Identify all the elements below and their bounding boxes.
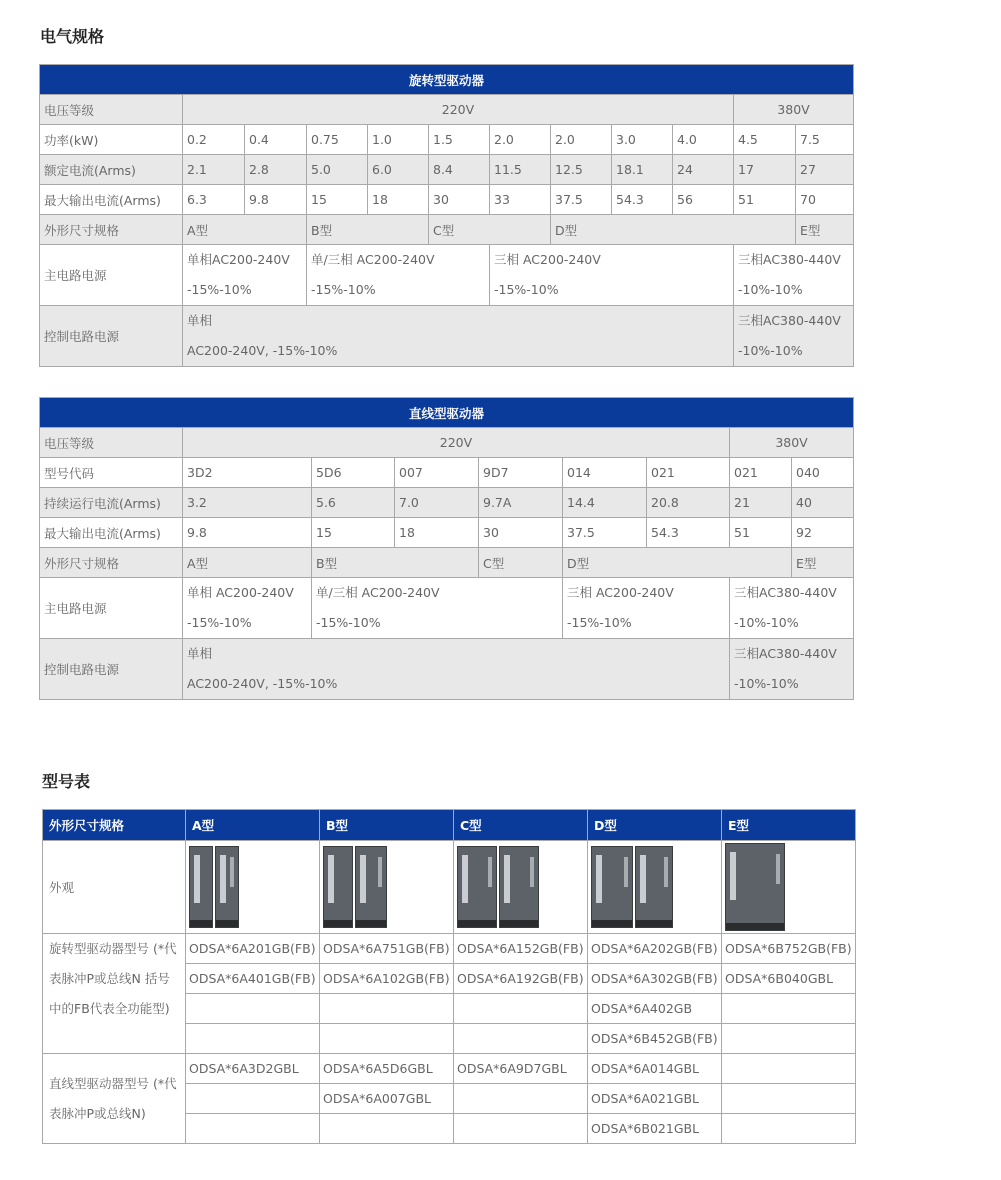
rated-cell: 27 xyxy=(796,155,854,185)
main-circuit-cell: 三相 AC200-240V -15%-10% xyxy=(490,245,734,306)
max-cell: 92 xyxy=(792,518,854,548)
header-c: C型 xyxy=(454,810,588,841)
model-cell: ODSA*6A021GBL xyxy=(588,1084,722,1114)
model-cell xyxy=(722,1024,856,1054)
max-cell: 33 xyxy=(490,185,551,215)
main-circuit-cell: 三相 AC200-240V -15%-10% xyxy=(563,578,730,639)
power-cell: 7.5 xyxy=(796,125,854,155)
size-cell: E型 xyxy=(792,548,854,578)
model-cell: ODSA*6A202GB(FB) xyxy=(588,934,722,964)
max-cell: 6.3 xyxy=(183,185,245,215)
control-circuit-cell: 三相AC380-440V -10%-10% xyxy=(730,639,854,700)
max-cell: 30 xyxy=(429,185,490,215)
model-cell: ODSA*6B040GBL xyxy=(722,964,856,994)
main-circuit-cell: 单/三相 AC200-240V -15%-10% xyxy=(307,245,490,306)
max-cell: 37.5 xyxy=(563,518,647,548)
rated-cell: 11.5 xyxy=(490,155,551,185)
rated-cell: 5.0 xyxy=(307,155,368,185)
size-label: 外形尺寸规格 xyxy=(40,548,183,578)
rated-cell: 8.4 xyxy=(429,155,490,185)
linear-table-title: 直线型驱动器 xyxy=(40,398,854,428)
model-cell: ODSA*6A402GB xyxy=(588,994,722,1024)
size-cell: A型 xyxy=(183,215,307,245)
model-cell: ODSA*6A751GB(FB) xyxy=(320,934,454,964)
rotary-table-title: 旋转型驱动器 xyxy=(40,65,854,95)
power-cell: 1.0 xyxy=(368,125,429,155)
model-cell: ODSA*6A9D7GBL xyxy=(454,1054,588,1084)
max-current-label: 最大输出电流(Arms) xyxy=(40,185,183,215)
header-d: D型 xyxy=(588,810,722,841)
max-cell: 18 xyxy=(395,518,479,548)
max-cell: 9.8 xyxy=(245,185,307,215)
model-cell: ODSA*6A201GB(FB) xyxy=(186,934,320,964)
drive-image-e xyxy=(722,841,856,934)
header-b: B型 xyxy=(320,810,454,841)
size-cell: E型 xyxy=(796,215,854,245)
rotary-spec-table xyxy=(39,64,854,367)
voltage-220v: 220V xyxy=(183,428,730,458)
rated-cell: 6.0 xyxy=(368,155,429,185)
cont-cell: 40 xyxy=(792,488,854,518)
size-cell: D型 xyxy=(563,548,792,578)
drive-image-b xyxy=(320,841,454,934)
main-circuit-label: 主电路电源 xyxy=(40,245,183,306)
model-cell: ODSA*6A401GB(FB) xyxy=(186,964,320,994)
linear-spec-table xyxy=(39,397,854,700)
header-a: A型 xyxy=(186,810,320,841)
cont-cell: 5.6 xyxy=(312,488,395,518)
size-cell: C型 xyxy=(429,215,551,245)
main-circuit-cell: 单相 AC200-240V -15%-10% xyxy=(183,578,312,639)
header-size: 外形尺寸规格 xyxy=(43,810,186,841)
code-cell: 007 xyxy=(395,458,479,488)
drive-image-c xyxy=(454,841,588,934)
model-cell xyxy=(320,1114,454,1144)
appearance-label: 外观 xyxy=(43,841,186,934)
voltage-label: 电压等级 xyxy=(40,95,183,125)
max-cell: 70 xyxy=(796,185,854,215)
control-circuit-label: 控制电路电源 xyxy=(40,639,183,700)
main-circuit-label: 主电路电源 xyxy=(40,578,183,639)
power-cell: 4.0 xyxy=(673,125,734,155)
size-cell: C型 xyxy=(479,548,563,578)
model-cell: ODSA*6A152GB(FB) xyxy=(454,934,588,964)
control-circuit-cell: 三相AC380-440V -10%-10% xyxy=(734,306,854,367)
model-cell xyxy=(454,994,588,1024)
code-cell: 3D2 xyxy=(183,458,312,488)
max-cell: 15 xyxy=(307,185,368,215)
model-cell: ODSA*6A102GB(FB) xyxy=(320,964,454,994)
model-cell xyxy=(454,1114,588,1144)
control-circuit-cell: 单相 AC200-240V, -15%-10% xyxy=(183,639,730,700)
model-cell xyxy=(320,1024,454,1054)
code-cell: 021 xyxy=(730,458,792,488)
size-cell: D型 xyxy=(551,215,796,245)
max-cell: 54.3 xyxy=(647,518,730,548)
model-cell: ODSA*6A3D2GBL xyxy=(186,1054,320,1084)
model-cell: ODSA*6A192GB(FB) xyxy=(454,964,588,994)
rated-current-label: 额定电流(Arms) xyxy=(40,155,183,185)
model-cell: ODSA*6A5D6GBL xyxy=(320,1054,454,1084)
power-cell: 4.5 xyxy=(734,125,796,155)
max-cell: 51 xyxy=(730,518,792,548)
model-cell: ODSA*6B452GB(FB) xyxy=(588,1024,722,1054)
model-cell: ODSA*6A007GBL xyxy=(320,1084,454,1114)
model-cell: ODSA*6A014GBL xyxy=(588,1054,722,1084)
drive-image-a xyxy=(186,841,320,934)
main-circuit-cell: 三相AC380-440V -10%-10% xyxy=(730,578,854,639)
code-cell: 021 xyxy=(647,458,730,488)
power-cell: 1.5 xyxy=(429,125,490,155)
section-title-models: 型号表 xyxy=(42,772,91,791)
max-cell: 9.8 xyxy=(183,518,312,548)
voltage-220v: 220V xyxy=(183,95,734,125)
model-cell xyxy=(722,1114,856,1144)
rated-cell: 12.5 xyxy=(551,155,612,185)
cont-cell: 3.2 xyxy=(183,488,312,518)
max-cell: 51 xyxy=(734,185,796,215)
control-circuit-cell: 单相 AC200-240V, -15%-10% xyxy=(183,306,734,367)
rotary-model-label: 旋转型驱动器型号 (*代表脉冲P或总线N 括号中的FB代表全功能型) xyxy=(43,934,186,1054)
voltage-380v: 380V xyxy=(734,95,854,125)
rated-cell: 2.8 xyxy=(245,155,307,185)
power-cell: 2.0 xyxy=(490,125,551,155)
power-cell: 0.4 xyxy=(245,125,307,155)
model-cell xyxy=(186,994,320,1024)
model-code-label: 型号代码 xyxy=(40,458,183,488)
model-table xyxy=(42,809,856,1144)
power-cell: 2.0 xyxy=(551,125,612,155)
main-circuit-cell: 三相AC380-440V -10%-10% xyxy=(734,245,854,306)
model-cell xyxy=(454,1084,588,1114)
max-cell: 56 xyxy=(673,185,734,215)
rated-cell: 2.1 xyxy=(183,155,245,185)
size-cell: B型 xyxy=(312,548,479,578)
cont-cell: 21 xyxy=(730,488,792,518)
power-cell: 0.75 xyxy=(307,125,368,155)
max-cell: 37.5 xyxy=(551,185,612,215)
max-cell: 30 xyxy=(479,518,563,548)
continuous-current-label: 持续运行电流(Arms) xyxy=(40,488,183,518)
size-label: 外形尺寸规格 xyxy=(40,215,183,245)
power-label: 功率(kW) xyxy=(40,125,183,155)
code-cell: 014 xyxy=(563,458,647,488)
size-cell: A型 xyxy=(183,548,312,578)
max-cell: 54.3 xyxy=(612,185,673,215)
cont-cell: 14.4 xyxy=(563,488,647,518)
model-cell xyxy=(722,1054,856,1084)
header-e: E型 xyxy=(722,810,856,841)
model-cell xyxy=(722,1084,856,1114)
size-cell: B型 xyxy=(307,215,429,245)
rated-cell: 24 xyxy=(673,155,734,185)
model-cell: ODSA*6B021GBL xyxy=(588,1114,722,1144)
code-cell: 9D7 xyxy=(479,458,563,488)
model-cell xyxy=(186,1114,320,1144)
model-cell: ODSA*6A302GB(FB) xyxy=(588,964,722,994)
max-current-label: 最大输出电流(Arms) xyxy=(40,518,183,548)
main-circuit-cell: 单/三相 AC200-240V -15%-10% xyxy=(312,578,563,639)
model-cell xyxy=(186,1024,320,1054)
power-cell: 0.2 xyxy=(183,125,245,155)
max-cell: 15 xyxy=(312,518,395,548)
cont-cell: 7.0 xyxy=(395,488,479,518)
rated-cell: 17 xyxy=(734,155,796,185)
rated-cell: 18.1 xyxy=(612,155,673,185)
cont-cell: 20.8 xyxy=(647,488,730,518)
model-cell xyxy=(186,1084,320,1114)
max-cell: 18 xyxy=(368,185,429,215)
model-cell xyxy=(454,1024,588,1054)
power-cell: 3.0 xyxy=(612,125,673,155)
control-circuit-label: 控制电路电源 xyxy=(40,306,183,367)
model-cell xyxy=(320,994,454,1024)
cont-cell: 9.7A xyxy=(479,488,563,518)
main-circuit-cell: 单相AC200-240V -15%-10% xyxy=(183,245,307,306)
model-cell: ODSA*6B752GB(FB) xyxy=(722,934,856,964)
section-title-electrical: 电气规格 xyxy=(40,27,105,46)
linear-model-label: 直线型驱动器型号 (*代表脉冲P或总线N) xyxy=(43,1054,186,1144)
model-cell xyxy=(722,994,856,1024)
code-cell: 5D6 xyxy=(312,458,395,488)
drive-image-d xyxy=(588,841,722,934)
voltage-label: 电压等级 xyxy=(40,428,183,458)
voltage-380v: 380V xyxy=(730,428,854,458)
code-cell: 040 xyxy=(792,458,854,488)
